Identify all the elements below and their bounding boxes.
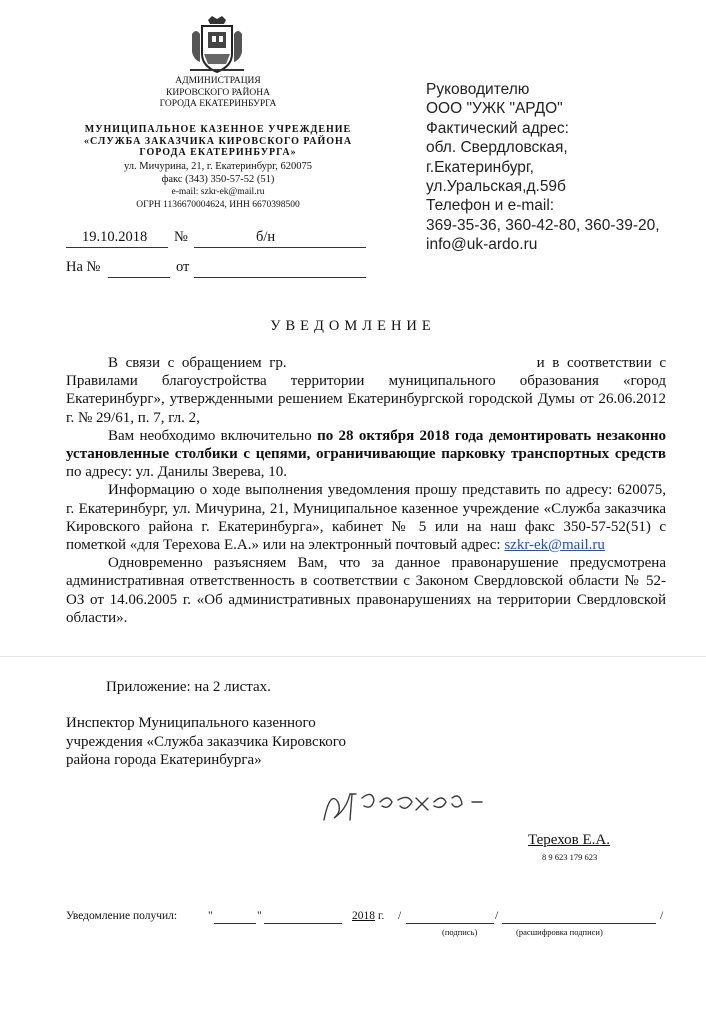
sender-ogrn: ОГРН 1136670004624, ИНН 6670398500 xyxy=(136,200,300,210)
paragraph-1-start: В связи с обращением гр. xyxy=(108,355,287,371)
from-underline xyxy=(194,277,366,278)
document-body xyxy=(66,354,666,627)
decoding-caption: (расшифровка подписи) xyxy=(516,927,603,937)
recipient-line: Руководителю xyxy=(426,81,530,98)
institution-line: МУНИЦИПАЛЬНОЕ КАЗЕННОЕ УЧРЕЖДЕНИЕ xyxy=(84,124,352,135)
receipt-year-suffix: г. xyxy=(378,910,385,922)
reference-underline xyxy=(108,277,170,278)
institution-heading xyxy=(48,124,388,159)
signature-caption: (подпись) xyxy=(442,927,478,937)
paragraph-1-rest: и в соответствии с Правилами благоустройства территории муниципального образования «город Екатеринбург», утвержденными решением Екатеринбургской городской Думы от 26.06.2012 г. № 29/61, п. 7, гл. 2, xyxy=(66,355,666,426)
sender-fax: факс (343) 350-57-52 (51) xyxy=(161,174,275,185)
paragraph-2-start: Вам необходимо включительно xyxy=(108,427,312,444)
number-label: № xyxy=(174,229,188,245)
slash-1: / xyxy=(398,910,402,922)
quote-close: " xyxy=(257,910,262,922)
document-number: б/н xyxy=(256,229,276,245)
handwritten-signature xyxy=(316,780,516,835)
month-underline xyxy=(264,923,342,924)
sender-email: e-mail: szkr-ek@mail.ru xyxy=(171,187,265,197)
recipient-line: info@uk-ardo.ru xyxy=(426,236,538,254)
day-underline xyxy=(214,923,256,924)
slash-2: / xyxy=(495,910,499,922)
recipient-line: Телефон и e-mail: xyxy=(426,197,555,215)
receipt-label: Уведомление получил: xyxy=(66,910,178,922)
admin-line: КИРОВСКОГО РАЙОНА xyxy=(166,87,270,98)
document-date: 19.10.2018 xyxy=(82,229,148,245)
recipient-line: обл. Свердловская, xyxy=(426,139,568,157)
signer-position xyxy=(66,714,346,770)
email-link[interactable]: szkr-ek@mail.ru xyxy=(504,537,605,554)
signer-line: Инспектор Муниципального казенного xyxy=(66,715,316,731)
slash-3: / xyxy=(660,910,664,922)
institution-line: ГОРОДА ЕКАТЕРИНБУРГА» xyxy=(139,147,297,158)
admin-line: АДМИНИСТРАЦИЯ xyxy=(175,76,261,86)
institution-line: «СЛУЖБА ЗАКАЗЧИКА КИРОВСКОГО РАЙОНА xyxy=(83,135,353,147)
signer-name: Терехов Е.А. xyxy=(528,832,610,848)
paragraph-2 xyxy=(66,427,666,482)
paragraph-1 xyxy=(66,354,666,427)
recipient-line: ул.Уральская,д.59б xyxy=(426,178,566,196)
decoding-underline xyxy=(502,923,656,924)
quote-open: " xyxy=(208,910,213,922)
recipient-line: Фактический адрес: xyxy=(426,119,569,137)
number-underline xyxy=(194,247,366,248)
administration-heading xyxy=(120,76,316,111)
document-title: УВЕДОМЛЕНИЕ xyxy=(270,318,436,334)
date-underline xyxy=(66,247,168,248)
paragraph-2-rest: по адресу: ул. Данилы Зверева, 10. xyxy=(66,464,287,481)
recipient-block xyxy=(426,80,696,255)
signer-line: района города Екатеринбурга» xyxy=(66,752,262,768)
signature-underline xyxy=(406,923,494,924)
paragraph-2-bold: по 28 октября 2018 года демонтировать незаконно установленные столбики с цепями, ограничивающие парковку транспортных средств xyxy=(66,427,666,463)
paragraph-3-text: Информацию о ходе выполнения уведомления прошу представить по адресу: 620075, г. Екатеринбург, ул. Мичурина, 21, Муниципальное казенное учреждение «Служба заказчика Кировского района г. Екатеринбурга», кабинет № 5 или на наш факс 350-57-52(51) с пометкой «для Терехова Е.А.» или на электронный почтовый адрес: xyxy=(66,482,666,554)
admin-line: ГОРОДА ЕКАТЕРИНБУРГА xyxy=(159,99,277,109)
paragraph-4: Одновременно разъясняем Вам, что за данное правонарушение предусмотрена административная ответственность в соответствии с Законом Свердловской области № 52-ОЗ от 14.06.2005 г. «Об административных правонарушениях на территории Свердловской области». xyxy=(66,555,666,626)
attachment-note: Приложение: на 2 листах. xyxy=(106,679,271,695)
coat-of-arms-emblem xyxy=(188,14,246,76)
scan-seam xyxy=(0,656,706,657)
sender-address: ул. Мичурина, 21, г. Екатеринбург, 620075 xyxy=(123,161,313,172)
recipient-line: 369-35-36, 360-42-80, 360-39-20, xyxy=(426,216,660,234)
reference-label: На № xyxy=(66,259,101,275)
recipient-line: ООО "УЖК "АРДО" xyxy=(426,100,563,118)
signer-phone: 8 9 623 179 623 xyxy=(542,852,598,862)
receipt-year: 2018 xyxy=(352,910,375,922)
from-label: от xyxy=(176,259,190,275)
paragraph-3 xyxy=(66,481,666,554)
sender-contacts xyxy=(94,160,342,212)
recipient-line: г.Екатеринбург, xyxy=(426,158,534,176)
signer-line: учреждения «Служба заказчика Кировского xyxy=(66,733,347,750)
